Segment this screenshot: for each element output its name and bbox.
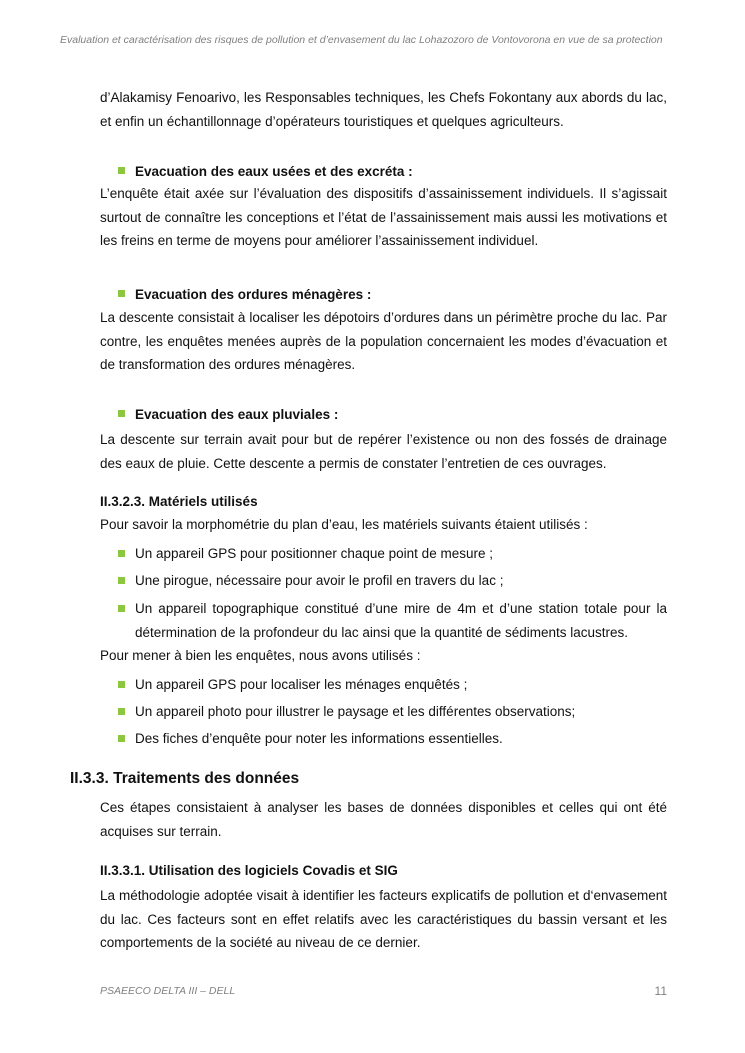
traitements-paragraph: Ces étapes consistaient à analyser les bases de données disponibles et celles qui ont été acquises sur terrain. [100,800,667,839]
bullet-square-icon [118,605,125,612]
section-title: II.3.3. Traitements des données [70,770,300,787]
bullet-square-icon [118,681,125,688]
bullet-square-icon [118,410,125,417]
section-heading-text: Evacuation des ordures ménagères : [135,287,372,302]
bullet-square-icon [118,550,125,557]
intro-line: et enfin un échantillonnage d’opérateurs touristiques et quelques agriculteurs. [100,113,564,129]
bullet-square-icon [118,577,125,584]
intro-line: d’Alakamisy Fenoarivo, les Responsables techniques, les Chefs Fokontany aux abords du lac, [100,90,667,105]
page-header: Evaluation et caractérisation des risques de pollution et d’envasement du lac Lohazozoro de Vontovorona en vue de sa protection [60,34,663,46]
bullet-square-icon [118,167,125,174]
section-heading-text: Evacuation des eaux usées et des excréta : [135,164,413,179]
section-paragraph: L’enquête était axée sur l’évaluation des dispositifs d’assainissement individuels. Il s’agissait surtout de connaître les conceptions et l’état de l’assainissement mais aussi les motivations et les freins en terme de moyens pour améliorer l’assainissement individuel. [100,186,667,248]
bullet-square-icon [118,735,125,742]
section-heading-text: Evacuation des eaux pluviales : [135,407,339,422]
footer-label: PSAEECO DELTA III – DELL [100,985,236,997]
subsection-heading: II.3.3.1. Utilisation des logiciels Covadis et SIG [100,863,398,878]
section-paragraph: La descente consistait à localiser les dépotoirs d’ordures dans un périmètre proche du lac. Par contre, les enquêtes menées auprès de la population concernaient les modes d’évacuation et de transformation des ordures ménagères. [100,310,667,372]
intro-paragraph [100,86,667,133]
section-paragraph: La descente sur terrain avait pour but de repérer l’existence ou non des fossés de drainage des eaux de pluie. Cette descente a permis de constater l’entretien de ces ouvrages. [100,432,667,471]
materiels-intro: Pour savoir la morphométrie du plan d’eau, les matériels suivants étaient utilisés : [100,517,588,532]
materiels-intro-2: Pour mener à bien les enquêtes, nous avons utilisés : [100,648,421,663]
page-number: 11 [654,984,667,998]
logiciels-paragraph: La méthodologie adoptée visait à identifier les facteurs explicatifs de pollution et d‘envasement du lac. Ces facteurs sont en effet relatifs avec les caractéristiques du bassin versant et les comportements de la société au niveau de ce dernier. [100,888,667,950]
section-heading [118,163,413,181]
bullet-square-icon [118,290,125,297]
bullet-square-icon [118,708,125,715]
section-heading [118,406,338,424]
document-page: Evaluation et caractérisation des risques de pollution et d’envasement du lac Lohazozoro de Vontovorona en vue de sa protection d’Alakamisy Fenoarivo, les Responsables techniques, les Chefs Fokontany aux abords du lac, et enfin un échantillonnage d’opérateurs touristiques et quelques agriculteurs. Evacuation des eaux usées et des excréta : L’enquête était axée sur l’évaluation des dispositifs d’assainissement individuels. Il s’agissait surtout de connaître les conceptions et l’état de l’assainissement mais aussi les motivations et les freins en terme de moyens pour améliorer l’assainissement individuel. Evacuation des ordures ménagères : La descente consistait à localiser les dépotoirs d’ordures dans un périmètre proche du lac. Par contre, les enquêtes menées auprès de la population concernaient les modes d’évacuation et de transformation des ordures ménagères. Evacuation des eaux pluviales : La descente sur terrain avait pour but de repérer l’existence ou non des fossés de drainage des eaux de pluie. Cette descente a permis de constater l’entretien de ces ouvrages. II.3.2.3. Matériels utilisés Pour savoir la morphométrie du plan d’eau, les matériels suivants étaient utilisés : Un appareil GPS pour positionner chaque point de mesure ; Une pirogue, nécessaire pour avoir le profil en travers du lac ; Un appareil topographique constitué d’une mire de 4m et d’une station totale pour la détermination de la profondeur du lac ainsi que la quantité de sédiments lacustres. Pour mener à bien les enquêtes, nous avons utilisés : Un appareil GPS pour localiser les ménages enquêtés ; Un appareil photo pour illustrer le paysage et les différentes observations; Des fiches d’enquête pour noter les informations essentielles. II.3.3. Traitements des données Ces étapes consistaient à analyser les bases de données disponibles et celles qui ont été acquises sur terrain. II.3.3.1. Utilisation des logiciels Covadis et SIG La méthodologie adoptée visait à identifier les facteurs explicatifs de pollution et d‘envasement du lac. Ces facteurs sont en effet relatifs avec les caractéristiques du bassin versant et les comportements de la société au niveau de ce dernier. PSAEECO DELTA III – DELL 11 [60,34,667,998]
section-heading [118,286,371,304]
subsection-heading: II.3.2.3. Matériels utilisés [100,494,258,509]
